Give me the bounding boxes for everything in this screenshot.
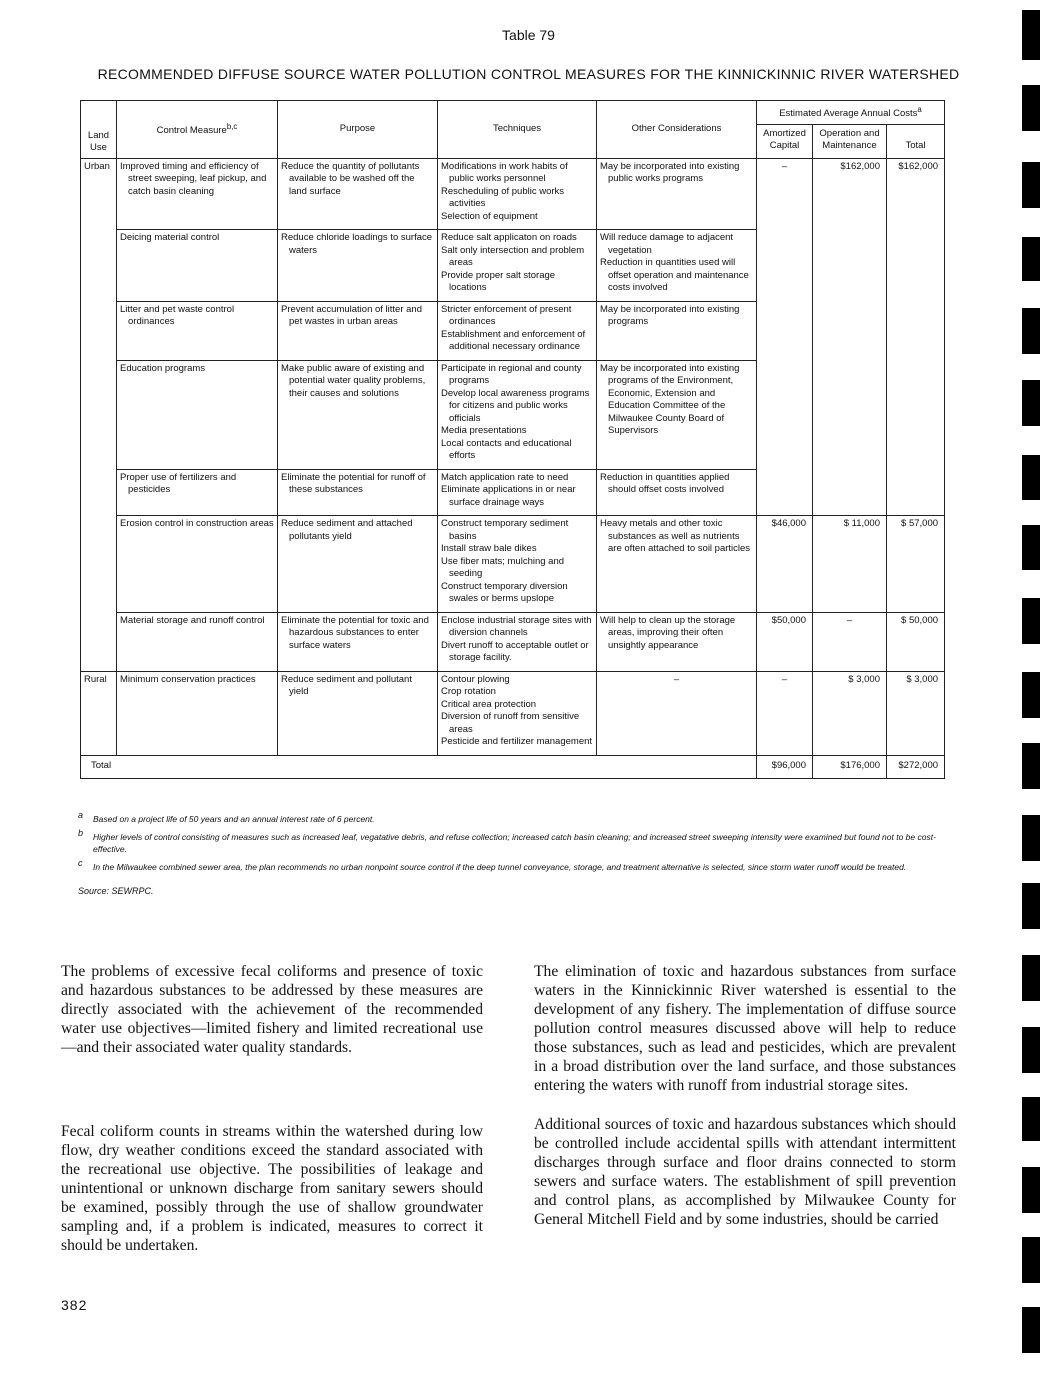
control-measure-cell [117, 671, 278, 755]
purpose-text: Make public aware of existing and potential water quality problems, their causes and solutions [281, 362, 426, 399]
techniques-cell [438, 360, 597, 469]
purpose-text: Prevent accumulation of litter and pet wastes in urban areas [281, 303, 422, 328]
other-item: May be incorporated into existing programs of the Environment, Economic, Extension and Education Committee of the Milwaukee County Board of Supervisors [600, 362, 740, 437]
control-measures-table [80, 100, 945, 779]
om-cost-cell [813, 230, 887, 302]
technique-item: Salt only intersection and problem areas [441, 244, 585, 269]
table-row [81, 469, 945, 516]
paragraph: Fecal coliform counts in streams within the watershed during low flow, dry weather conditions exceed the standard associated with the recreational use objective. The possibilities of leakage and unintentional or unknown discharge from sanitary sewers should be examined, possibly through the use of shallow groundwater sampling and, if a problem is indicated, measures to correct it should be undertaken. [61, 1123, 483, 1254]
total-label: Total [81, 755, 757, 779]
source-note: Source: SEWRPC. [78, 886, 154, 896]
table-number: Table 79 [502, 27, 555, 43]
table-title: RECOMMENDED DIFFUSE SOURCE WATER POLLUTION CONTROL MEASURES FOR THE KINNICKINNIC RIVER WATERSHED [97, 66, 960, 82]
control-measure-cell [117, 301, 278, 360]
control-measure-text: Proper use of fertilizers and pesticides [120, 471, 237, 496]
technique-item: Divert runoff to acceptable outlet or storage facility. [441, 639, 589, 664]
registration-mark [1022, 525, 1040, 570]
techniques-cell [438, 671, 597, 755]
techniques-cell [438, 230, 597, 302]
other-item: Reduction in quantities applied should offset costs involved [600, 471, 730, 496]
total-total-cell: $272,000 [887, 755, 945, 779]
table-row [81, 301, 945, 360]
technique-item: Media presentations [441, 425, 527, 437]
footnote [78, 810, 958, 825]
technique-item: Stricter enforcement of present ordinances [441, 303, 572, 328]
footnote-text: Based on a project life of 50 years and an annual interest rate of 6 percent. [93, 814, 375, 824]
om-cost-cell: $ 3,000 [813, 671, 887, 755]
paragraph: The problems of excessive fecal coliforms and presence of toxic and hazardous substances to be addressed by these measures are directly associated with the achievement of the recommended water use objectives—limited fishery and limited recreational use—and their associated water quality standards. [61, 963, 483, 1056]
registration-mark [1022, 455, 1040, 500]
control-measure-cell [117, 469, 278, 516]
techniques-cell [438, 469, 597, 516]
other-item: Will help to clean up the storage areas, improving their often unsightly appearance [600, 614, 736, 651]
land-use-cell: Rural [81, 671, 117, 755]
footnote-text: In the Milwaukee combined sewer area, the plan recommends no urban nonpoint source control if the deep tunnel conveyance, storage, and treatment alternative is selected, since storm water runoff would be treated. [93, 862, 907, 872]
purpose-cell [278, 360, 438, 469]
purpose-text: Reduce chloride loadings to surface waters [281, 232, 433, 256]
technique-item: Contour plowing [441, 673, 510, 685]
control-measure-text: Education programs [120, 362, 206, 374]
total-cost-cell [887, 230, 945, 302]
other-item: Reduction in quantities used will offset operation and maintenance costs involved [600, 257, 749, 294]
technique-item: Modifications in work habits of public works personnel [441, 160, 568, 185]
registration-mark [1022, 1097, 1040, 1141]
technique-item: Selection of equipment [441, 210, 538, 222]
technique-item: Establishment and enforcement of additional necessary ordinance [441, 328, 586, 353]
total-cost-cell: $162,000 [887, 158, 945, 230]
control-measure-cell [117, 158, 278, 230]
table-row [81, 516, 945, 613]
other-considerations-cell [597, 612, 757, 671]
control-measure-cell [117, 360, 278, 469]
purpose-text: Eliminate the potential for runoff of these substances [281, 471, 426, 496]
table-row [81, 230, 945, 302]
control-measure-text: Deicing material control [120, 232, 220, 244]
land-use-cell [81, 612, 117, 671]
header-techniques: Techniques [438, 101, 597, 159]
land-use-cell: Urban [81, 158, 117, 230]
land-use-cell [81, 360, 117, 469]
technique-item: Construct temporary sediment basins [441, 518, 569, 542]
other-considerations-cell [597, 158, 757, 230]
header-control-measure: Control Measure$^{b,c}$ [117, 101, 278, 159]
om-cost-cell [813, 360, 887, 469]
footnote-mark: a [78, 810, 84, 820]
technique-item: Construct temporary diversion swales or berms upslope [441, 580, 568, 605]
registration-mark [1022, 237, 1040, 281]
header-land-use: Land Use [81, 101, 117, 159]
footnote-mark: c [78, 858, 83, 868]
technique-item: Crop rotation [441, 686, 496, 698]
footnote-text: Higher levels of control consisting of measures such as increased leaf, vegatative debris, and refuse collection; increased catch basin cleaning; and increased street sweeping intensity were examined but found not to be cost-effective. [93, 832, 936, 854]
technique-item: Develop local awareness programs for citizens and public works officials [441, 387, 590, 424]
table-row [81, 671, 945, 755]
om-cost-cell: $162,000 [813, 158, 887, 230]
registration-mark [1022, 10, 1040, 60]
capital-cost-cell: – [757, 158, 813, 230]
technique-item: Match application rate to need [441, 471, 569, 483]
technique-item: Provide proper salt storage locations [441, 269, 556, 294]
registration-mark [1022, 1307, 1040, 1353]
capital-cost-cell [757, 230, 813, 302]
body-column-left [61, 962, 483, 1255]
other-considerations-cell [597, 469, 757, 516]
land-use-cell [81, 516, 117, 613]
registration-mark [1022, 672, 1040, 718]
purpose-text: Reduce sediment and pollutant yield [281, 673, 412, 698]
control-measure-text: Minimum conservation practices [120, 673, 256, 685]
registration-mark [1022, 743, 1040, 789]
registration-mark [1022, 380, 1040, 426]
footnote [78, 858, 958, 873]
capital-cost-cell [757, 301, 813, 360]
other-item: May be incorporated into existing public works programs [600, 160, 740, 185]
header-other-considerations: Other Considerations [597, 101, 757, 159]
capital-cost-cell: – [757, 671, 813, 755]
table-row [81, 612, 945, 671]
om-cost-cell: $ 11,000 [813, 516, 887, 613]
capital-cost-cell [757, 360, 813, 469]
header-operation-maintenance: Operation and Maintenance [813, 124, 887, 158]
techniques-cell [438, 516, 597, 613]
table-row [81, 360, 945, 469]
control-measure-text: Litter and pet waste control ordinances [120, 303, 235, 328]
other-item: May be incorporated into existing programs [600, 303, 740, 328]
control-measure-text: Erosion control in construction areas [120, 518, 274, 530]
registration-mark [1022, 883, 1040, 929]
capital-cost-cell: $46,000 [757, 516, 813, 613]
footnote-mark: b [78, 828, 84, 838]
registration-mark [1022, 162, 1040, 208]
technique-item: Eliminate applications in or near surface drainage ways [441, 484, 576, 508]
table-body [81, 158, 945, 779]
paragraph: The elimination of toxic and hazardous substances from surface waters in the Kinnickinnic River watershed is essential to the development of any fishery. The implementation of diffuse source pollution control measures discussed above will help to reduce those substances, such as lead and pesticides, which are prevalent in a broad distribution over the land surface, and those substances entering the waters with runoff from industrial storage sites. [534, 963, 956, 1094]
body-column-right [534, 962, 956, 1229]
header-purpose: Purpose [278, 101, 438, 159]
purpose-cell [278, 612, 438, 671]
other-considerations-cell [597, 671, 757, 755]
purpose-cell [278, 301, 438, 360]
other-considerations-cell [597, 360, 757, 469]
registration-mark [1022, 955, 1040, 1001]
control-measure-cell [117, 516, 278, 613]
techniques-cell [438, 301, 597, 360]
om-cost-cell: – [813, 612, 887, 671]
technique-item: Participate in regional and county programs [441, 362, 582, 387]
total-row [81, 755, 945, 779]
registration-mark [1022, 308, 1040, 354]
land-use-cell [81, 301, 117, 360]
total-cost-cell: $ 57,000 [887, 516, 945, 613]
purpose-cell [278, 158, 438, 230]
total-om-cell: $176,000 [813, 755, 887, 779]
technique-item: Critical area protection [441, 698, 537, 710]
om-cost-cell [813, 301, 887, 360]
capital-cost-cell [757, 469, 813, 516]
technique-item: Use fiber mats; mulching and seeding [441, 555, 565, 580]
total-cost-cell [887, 469, 945, 516]
technique-item: Install straw bale dikes [441, 543, 537, 555]
header-amortized-capital: Amortized Capital [757, 124, 813, 158]
purpose-text: Reduce sediment and attached pollutants yield [281, 518, 413, 542]
control-measure-cell [117, 230, 278, 302]
purpose-cell [278, 230, 438, 302]
technique-item: Enclose industrial storage sites with diversion channels [441, 614, 592, 639]
other-considerations-cell [597, 516, 757, 613]
control-measure-text: Material storage and runoff control [120, 614, 265, 626]
registration-mark [1022, 85, 1040, 131]
other-considerations-cell [597, 301, 757, 360]
footnote [78, 828, 958, 855]
total-cost-cell [887, 360, 945, 469]
other-text: – [673, 673, 680, 685]
page-number: 382 [61, 1297, 88, 1313]
total-cost-cell: $ 50,000 [887, 612, 945, 671]
technique-item: Local contacts and educational efforts [441, 437, 572, 462]
om-cost-cell [813, 469, 887, 516]
purpose-cell [278, 469, 438, 516]
capital-cost-cell: $50,000 [757, 612, 813, 671]
other-item: Will reduce damage to adjacent vegetation [600, 232, 734, 256]
technique-item: Reduce salt applicaton on roads [441, 232, 577, 244]
total-cost-cell [887, 301, 945, 360]
purpose-text: Eliminate the potential for toxic and hazardous substances to enter surface waters [281, 614, 429, 651]
techniques-cell [438, 612, 597, 671]
table-row [81, 158, 945, 230]
purpose-cell [278, 671, 438, 755]
registration-mark [1022, 815, 1040, 861]
header-total: Total [887, 124, 945, 158]
header-costs-group: Estimated Average Annual Costs$^a$ [757, 101, 945, 125]
purpose-text: Reduce the quantity of pollutants available to be washed off the land surface [281, 160, 420, 197]
techniques-cell [438, 158, 597, 230]
registration-mark [1022, 1167, 1040, 1213]
other-item: Heavy metals and other toxic substances as well as nutrients are often attached to soil particles [600, 518, 751, 555]
other-considerations-cell [597, 230, 757, 302]
control-measure-text: Improved timing and efficiency of street sweeping, leaf pickup, and catch basin cleaning [120, 160, 267, 197]
purpose-cell [278, 516, 438, 613]
registration-mark [1022, 1237, 1040, 1283]
registration-mark [1022, 1027, 1040, 1073]
technique-item: Diversion of runoff from sensitive areas [441, 711, 580, 735]
footnotes [78, 810, 958, 897]
technique-item: Rescheduling of public works activities [441, 185, 565, 210]
total-cost-cell: $ 3,000 [887, 671, 945, 755]
technique-item: Pesticide and fertilizer management [441, 736, 593, 748]
land-use-cell [81, 469, 117, 516]
control-measure-cell [117, 612, 278, 671]
total-capital-cell: $96,000 [757, 755, 813, 779]
land-use-cell [81, 230, 117, 302]
registration-mark [1022, 598, 1040, 644]
paragraph: Additional sources of toxic and hazardous substances which should be controlled include accidental spills with attendant intermittent discharges through surface and floor drains connected to storm sewers and surface waters. The establishment of spill prevention and control plans, as accomplished by Milwaukee County for General Mitchell Field and by some industries, should be carried [534, 1116, 956, 1228]
